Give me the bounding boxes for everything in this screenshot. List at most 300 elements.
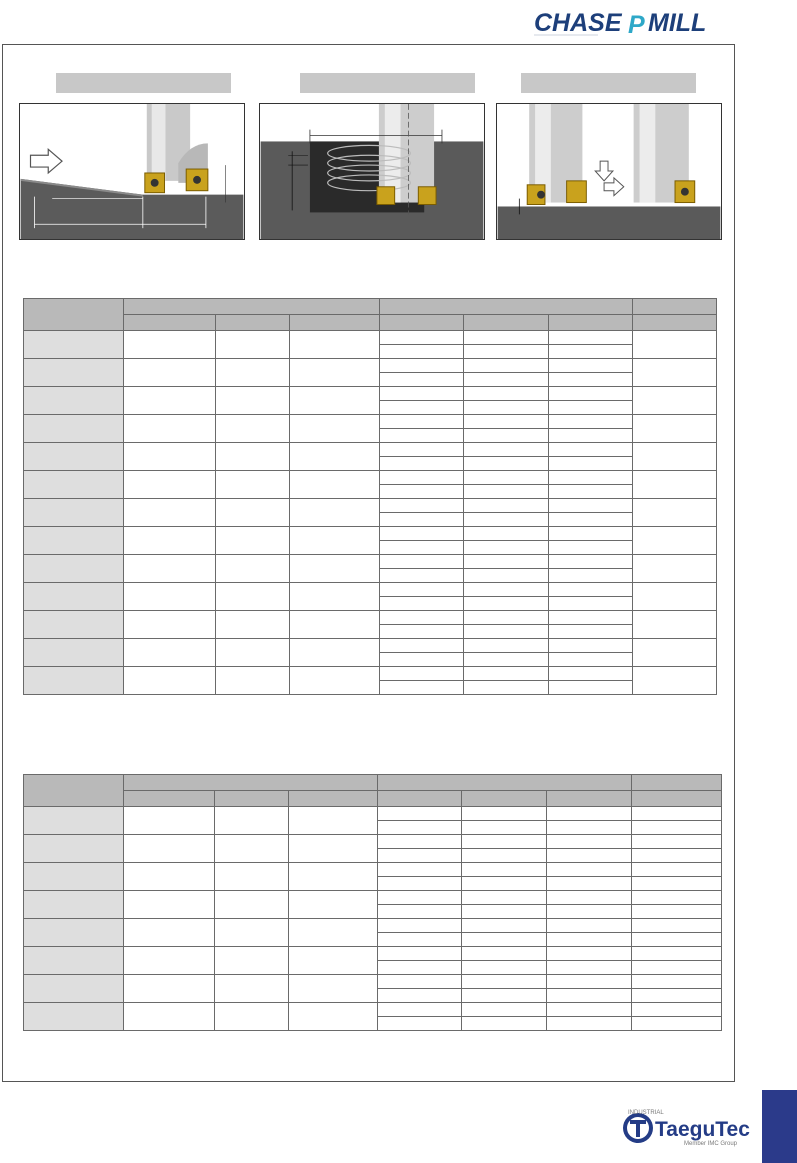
- data-cell: [288, 975, 378, 1003]
- data-cell: [123, 359, 215, 387]
- data-cell: [215, 471, 289, 499]
- data-cell: [549, 345, 633, 359]
- data-cell: [380, 653, 464, 667]
- data-cell: [464, 443, 549, 457]
- data-cell: [123, 611, 215, 639]
- data-cell: [462, 877, 547, 891]
- model-cell: [24, 443, 124, 471]
- table-header-row: [24, 299, 717, 315]
- data-cell: [378, 891, 462, 905]
- subheader-cell: [633, 315, 717, 331]
- data-cell: [547, 849, 632, 863]
- data-cell: [462, 891, 547, 905]
- data-cell: [123, 499, 215, 527]
- data-cell: [549, 681, 633, 695]
- data-cell: [464, 541, 549, 555]
- data-cell: [288, 863, 378, 891]
- subheader-cell: [464, 315, 549, 331]
- data-cell: [123, 863, 214, 891]
- data-cell: [464, 331, 549, 345]
- data-cell: [633, 443, 717, 471]
- data-cell: [632, 919, 722, 933]
- model-cell: [24, 975, 124, 1003]
- data-cell: [633, 499, 717, 527]
- table-row: [24, 667, 717, 681]
- data-cell: [123, 667, 215, 695]
- data-cell: [380, 345, 464, 359]
- model-cell: [24, 331, 124, 359]
- model-cell: [24, 667, 124, 695]
- subheader-cell: [378, 791, 462, 807]
- data-cell: [123, 471, 215, 499]
- data-cell: [214, 807, 288, 835]
- table-row: [24, 359, 717, 373]
- data-cell: [380, 457, 464, 471]
- table-row: [24, 891, 722, 905]
- logo-text-mill: MILL: [648, 9, 707, 37]
- data-cell: [464, 457, 549, 471]
- subheader-cell: [123, 791, 214, 807]
- data-cell: [214, 1003, 288, 1031]
- table-row: [24, 583, 717, 597]
- data-cell: [215, 555, 289, 583]
- table-row: [24, 415, 717, 429]
- data-cell: [380, 331, 464, 345]
- model-cell: [24, 807, 124, 835]
- data-cell: [549, 555, 633, 569]
- table-row: [24, 919, 722, 933]
- data-cell: [632, 961, 722, 975]
- data-cell: [378, 1017, 462, 1031]
- data-cell: [464, 415, 549, 429]
- data-cell: [288, 947, 378, 975]
- data-cell: [289, 359, 380, 387]
- data-cell: [633, 415, 717, 443]
- table-row: [24, 471, 717, 485]
- header-cell-group-b: [378, 775, 632, 791]
- data-cell: [547, 1003, 632, 1017]
- table-row: [24, 1003, 722, 1017]
- data-cell: [549, 331, 633, 345]
- data-cell: [462, 905, 547, 919]
- data-cell: [378, 947, 462, 961]
- data-cell: [123, 975, 214, 1003]
- data-cell: [462, 989, 547, 1003]
- data-cell: [464, 499, 549, 513]
- data-cell: [380, 555, 464, 569]
- data-cell: [123, 527, 215, 555]
- brand-ring: INDUSTRIAL: [628, 1110, 664, 1116]
- data-cell: [380, 443, 464, 457]
- data-cell: [549, 499, 633, 513]
- data-cell: [378, 1003, 462, 1017]
- data-cell: [380, 387, 464, 401]
- data-cell: [462, 919, 547, 933]
- subheader-cell: [289, 315, 380, 331]
- data-cell: [215, 387, 289, 415]
- data-cell: [288, 919, 378, 947]
- data-cell: [464, 429, 549, 443]
- data-cell: [123, 807, 214, 835]
- data-cell: [380, 681, 464, 695]
- data-cell: [547, 919, 632, 933]
- data-cell: [549, 429, 633, 443]
- data-cell: [632, 1017, 722, 1031]
- data-cell: [549, 387, 633, 401]
- data-cell: [464, 569, 549, 583]
- data-cell: [547, 835, 632, 849]
- data-cell: [464, 667, 549, 681]
- data-cell: [464, 373, 549, 387]
- data-cell: [464, 401, 549, 415]
- data-cell: [549, 471, 633, 485]
- logo-letter-p: P: [628, 11, 645, 39]
- data-cell: [464, 597, 549, 611]
- data-cell: [380, 639, 464, 653]
- data-cell: [215, 499, 289, 527]
- data-cell: [380, 415, 464, 429]
- data-cell: [123, 555, 215, 583]
- table-row: [24, 947, 722, 961]
- data-cell: [462, 975, 547, 989]
- data-cell: [123, 415, 215, 443]
- data-cell: [215, 611, 289, 639]
- data-cell: [214, 863, 288, 891]
- model-cell: [24, 387, 124, 415]
- data-cell: [633, 527, 717, 555]
- data-cell: [632, 849, 722, 863]
- data-cell: [378, 807, 462, 821]
- model-cell: [24, 891, 124, 919]
- data-cell: [378, 863, 462, 877]
- brand-sub: Member IMC Group: [684, 1141, 738, 1147]
- cutting-data-table-2: [23, 774, 722, 1031]
- model-cell: [24, 555, 124, 583]
- data-cell: [380, 667, 464, 681]
- data-cell: [123, 947, 214, 975]
- table-row: [24, 331, 717, 345]
- data-cell: [464, 611, 549, 625]
- page-edge-tab: [762, 1090, 797, 1163]
- table-row: [24, 639, 717, 653]
- data-cell: [289, 415, 380, 443]
- data-cell: [215, 583, 289, 611]
- table-subheader-row: [24, 315, 717, 331]
- data-cell: [378, 961, 462, 975]
- subheader-cell: [462, 791, 547, 807]
- data-cell: [547, 989, 632, 1003]
- table-row: [24, 527, 717, 541]
- data-cell: [462, 961, 547, 975]
- data-cell: [549, 359, 633, 373]
- table-row: [24, 443, 717, 457]
- data-cell: [289, 527, 380, 555]
- data-cell: [215, 639, 289, 667]
- data-cell: [289, 443, 380, 471]
- data-cell: [632, 877, 722, 891]
- data-cell: [378, 933, 462, 947]
- data-cell: [380, 569, 464, 583]
- data-cell: [380, 373, 464, 387]
- logo-text-chase: CHASE: [534, 9, 622, 37]
- subheader-cell: [380, 315, 464, 331]
- table-row: [24, 611, 717, 625]
- data-cell: [632, 905, 722, 919]
- data-cell: [547, 863, 632, 877]
- data-cell: [289, 583, 380, 611]
- header-cell-group-a: [123, 775, 378, 791]
- model-cell: [24, 1003, 124, 1031]
- data-cell: [632, 933, 722, 947]
- data-cell: [464, 345, 549, 359]
- data-cell: [123, 387, 215, 415]
- table-row: [24, 835, 722, 849]
- data-cell: [289, 387, 380, 415]
- data-cell: [288, 807, 378, 835]
- model-cell: [24, 415, 124, 443]
- data-cell: [214, 891, 288, 919]
- model-cell: [24, 919, 124, 947]
- data-cell: [214, 975, 288, 1003]
- data-cell: [380, 401, 464, 415]
- data-cell: [464, 387, 549, 401]
- data-cell: [632, 891, 722, 905]
- data-cell: [462, 947, 547, 961]
- data-cell: [380, 597, 464, 611]
- header-cell-model: [24, 775, 124, 807]
- data-cell: [464, 359, 549, 373]
- chasemill-logo: [528, 6, 733, 40]
- header-cell-group-a: [123, 299, 380, 315]
- data-cell: [549, 513, 633, 527]
- data-cell: [549, 653, 633, 667]
- data-cell: [549, 597, 633, 611]
- data-cell: [632, 989, 722, 1003]
- subheader-cell: [549, 315, 633, 331]
- data-cell: [633, 583, 717, 611]
- data-cell: [123, 919, 214, 947]
- table-subheader-row: [24, 791, 722, 807]
- data-cell: [547, 877, 632, 891]
- data-cell: [380, 429, 464, 443]
- data-cell: [378, 919, 462, 933]
- data-cell: [547, 1017, 632, 1031]
- data-cell: [378, 821, 462, 835]
- data-cell: [549, 625, 633, 639]
- data-cell: [547, 975, 632, 989]
- data-cell: [215, 527, 289, 555]
- data-cell: [462, 835, 547, 849]
- data-cell: [462, 933, 547, 947]
- data-cell: [547, 933, 632, 947]
- data-cell: [123, 891, 214, 919]
- data-cell: [123, 443, 215, 471]
- data-cell: [462, 821, 547, 835]
- data-cell: [464, 583, 549, 597]
- data-cell: [547, 905, 632, 919]
- model-cell: [24, 863, 124, 891]
- table-row: [24, 555, 717, 569]
- data-cell: [549, 373, 633, 387]
- data-cell: [378, 877, 462, 891]
- model-cell: [24, 527, 124, 555]
- data-cell: [547, 961, 632, 975]
- data-cell: [462, 807, 547, 821]
- data-cell: [289, 471, 380, 499]
- data-cell: [215, 331, 289, 359]
- ramping-diagram: [19, 103, 245, 240]
- model-cell: [24, 639, 124, 667]
- data-cell: [289, 667, 380, 695]
- caption-bar-ramping: [56, 73, 231, 93]
- plunge-and-shoulder-diagram: [496, 103, 722, 240]
- data-cell: [549, 639, 633, 653]
- data-cell: [289, 331, 380, 359]
- subheader-cell: [547, 791, 632, 807]
- data-cell: [632, 975, 722, 989]
- table-row: [24, 807, 722, 821]
- data-cell: [214, 919, 288, 947]
- brand-word: TaeguTec: [655, 1118, 750, 1141]
- model-cell: [24, 471, 124, 499]
- data-cell: [547, 821, 632, 835]
- data-cell: [380, 625, 464, 639]
- data-cell: [462, 1017, 547, 1031]
- data-cell: [215, 415, 289, 443]
- data-cell: [288, 891, 378, 919]
- data-cell: [549, 583, 633, 597]
- caption-bar-helical: [300, 73, 475, 93]
- data-cell: [288, 1003, 378, 1031]
- data-cell: [378, 905, 462, 919]
- data-cell: [464, 653, 549, 667]
- data-cell: [549, 415, 633, 429]
- data-cell: [632, 835, 722, 849]
- data-cell: [288, 835, 378, 863]
- data-cell: [215, 667, 289, 695]
- data-cell: [632, 863, 722, 877]
- data-cell: [633, 471, 717, 499]
- data-cell: [380, 583, 464, 597]
- data-cell: [633, 331, 717, 359]
- data-cell: [214, 947, 288, 975]
- data-cell: [632, 947, 722, 961]
- data-cell: [380, 527, 464, 541]
- data-cell: [378, 849, 462, 863]
- header-cell-extra: [632, 775, 722, 791]
- data-cell: [380, 541, 464, 555]
- data-cell: [464, 555, 549, 569]
- data-cell: [380, 513, 464, 527]
- table-row: [24, 863, 722, 877]
- data-cell: [462, 849, 547, 863]
- data-cell: [549, 401, 633, 415]
- data-cell: [380, 499, 464, 513]
- model-cell: [24, 611, 124, 639]
- data-cell: [464, 471, 549, 485]
- taegutec-logo: [622, 1108, 760, 1148]
- data-cell: [462, 863, 547, 877]
- data-cell: [547, 807, 632, 821]
- subheader-cell: [123, 315, 215, 331]
- data-cell: [464, 639, 549, 653]
- data-cell: [547, 891, 632, 905]
- data-cell: [464, 681, 549, 695]
- data-cell: [549, 485, 633, 499]
- data-cell: [549, 443, 633, 457]
- data-cell: [123, 1003, 214, 1031]
- data-cell: [464, 485, 549, 499]
- data-cell: [378, 835, 462, 849]
- subheader-cell: [214, 791, 288, 807]
- data-cell: [549, 457, 633, 471]
- table-header-row: [24, 775, 722, 791]
- data-cell: [633, 555, 717, 583]
- subheader-cell: [215, 315, 289, 331]
- data-cell: [123, 835, 214, 863]
- data-cell: [123, 331, 215, 359]
- data-cell: [378, 989, 462, 1003]
- helical-interpolation-diagram: [259, 103, 485, 240]
- data-cell: [123, 639, 215, 667]
- data-cell: [215, 359, 289, 387]
- table-row: [24, 975, 722, 989]
- table-row: [24, 387, 717, 401]
- data-cell: [464, 527, 549, 541]
- subheader-cell: [632, 791, 722, 807]
- data-cell: [549, 527, 633, 541]
- table-row: [24, 499, 717, 513]
- data-cell: [547, 947, 632, 961]
- data-cell: [549, 611, 633, 625]
- data-cell: [289, 499, 380, 527]
- data-cell: [380, 485, 464, 499]
- data-cell: [632, 807, 722, 821]
- data-cell: [123, 583, 215, 611]
- subheader-cell: [288, 791, 378, 807]
- cutting-data-table-1: [23, 298, 717, 695]
- model-cell: [24, 359, 124, 387]
- data-cell: [289, 639, 380, 667]
- data-cell: [549, 569, 633, 583]
- data-cell: [633, 359, 717, 387]
- data-cell: [549, 667, 633, 681]
- model-cell: [24, 583, 124, 611]
- data-cell: [464, 625, 549, 639]
- model-cell: [24, 947, 124, 975]
- model-cell: [24, 499, 124, 527]
- data-cell: [289, 611, 380, 639]
- data-cell: [215, 443, 289, 471]
- data-cell: [633, 639, 717, 667]
- data-cell: [633, 667, 717, 695]
- data-cell: [289, 555, 380, 583]
- header-cell-model: [24, 299, 124, 331]
- caption-bar-plunge: [521, 73, 696, 93]
- data-cell: [633, 611, 717, 639]
- data-cell: [464, 513, 549, 527]
- data-cell: [378, 975, 462, 989]
- data-cell: [462, 1003, 547, 1017]
- data-cell: [380, 471, 464, 485]
- model-cell: [24, 835, 124, 863]
- data-cell: [633, 387, 717, 415]
- data-cell: [632, 821, 722, 835]
- data-cell: [380, 359, 464, 373]
- data-cell: [549, 541, 633, 555]
- header-cell-group-b: [380, 299, 633, 315]
- header-cell-extra: [633, 299, 717, 315]
